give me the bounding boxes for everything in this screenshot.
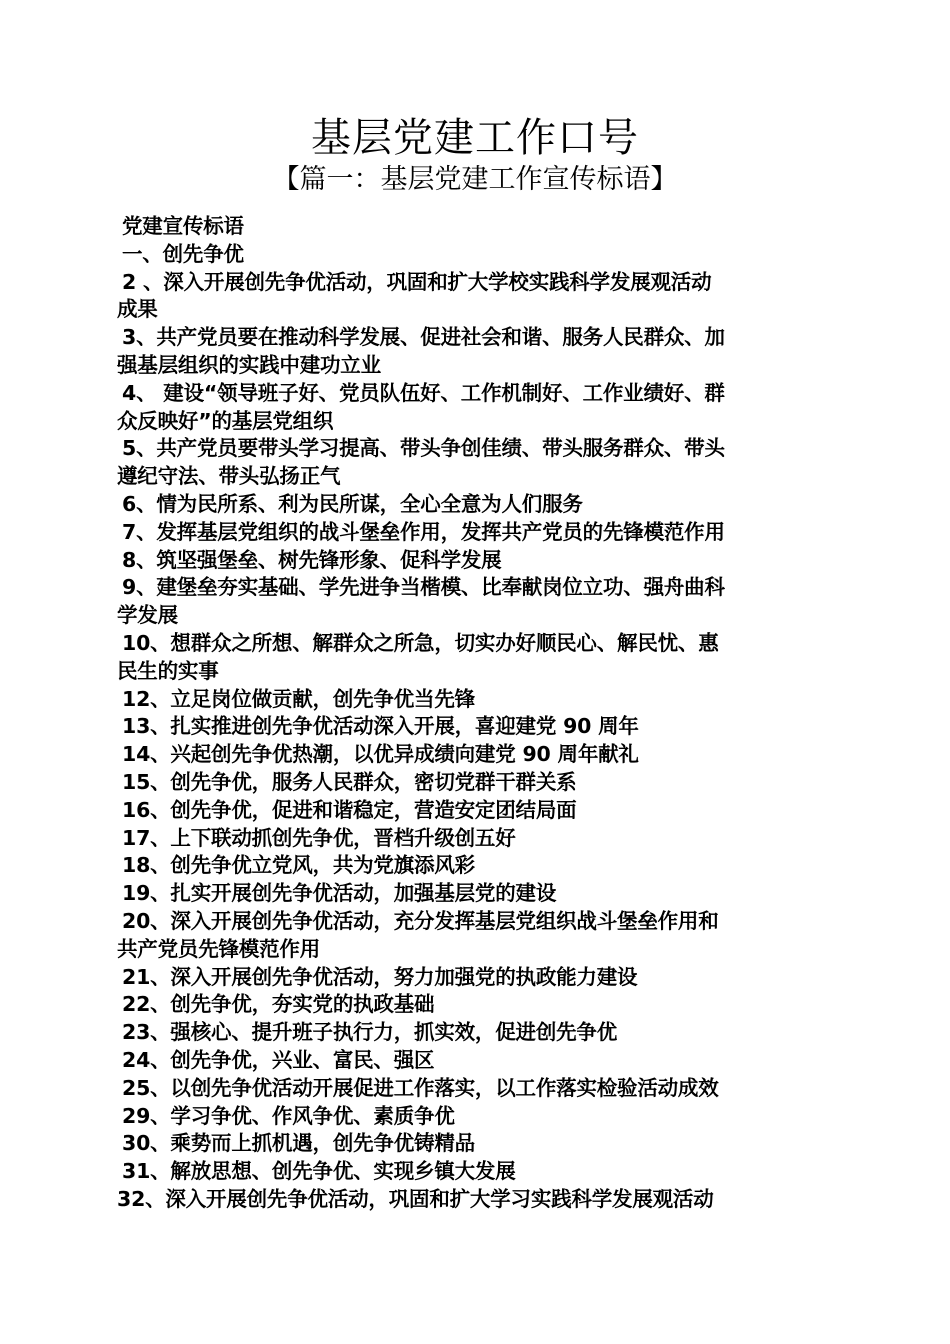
slogan-line: 3、共产党员要在推动科学发展、促进社会和谐、服务人民群众、加 [122,325,725,350]
slogan-line-continued: 成果 [117,297,158,322]
slogan-line: 6、情为民所系、利为民所谋，全心全意为人们服务 [122,491,583,516]
slogan-line: 10、想群众之所想、解群众之所急，切实办好顺民心、解民忧、惠 [122,630,719,655]
slogan-line: 29、学习争优、作风争优、素质争优 [122,1103,455,1128]
slogan-line: 17、上下联动抓创先争优，晋档升级创五好 [122,825,516,850]
slogan-line: 8、筑坚强堡垒、树先锋形象、促科学发展 [122,547,502,572]
slogan-line: 20、深入开展创先争优活动，充分发挥基层党组织战斗堡垒作用和 [122,908,719,933]
slogan-line: 21、深入开展创先争优活动，努力加强党的执政能力建设 [122,964,638,989]
slogan-line: 32、深入开展创先争优活动，巩固和扩大学习实践科学发展观活动 [117,1186,714,1211]
slogan-line: 24、创先争优，兴业、富民、强区 [122,1047,435,1072]
slogan-line-continued: 共产党员先锋模范作用 [117,936,320,961]
slogan-line-continued: 遵纪守法、带头弘扬正气 [117,464,341,489]
slogan-line: 31、解放思想、创先争优、实现乡镇大发展 [122,1159,516,1184]
slogan-line-continued: 众反映好”的基层党组织 [117,408,334,433]
slogan-line: 30、乘势而上抓机遇，创先争优铸精品 [122,1131,475,1156]
slogan-line: 9、建堡垒夯实基础、学先进争当楷模、比奉献岗位立功、强舟曲科 [122,575,725,600]
slogan-line: 2 、深入开展创先争优活动，巩固和扩大学校实践科学发展观活动 [122,269,712,294]
slogan-line: 5、共产党员要带头学习提高、带头争创佳绩、带头服务群众、带头 [122,436,725,461]
slogan-line-continued: 强基层组织的实践中建功立业 [117,352,381,377]
slogan-line: 12、立足岗位做贡献，创先争优当先锋 [122,686,475,711]
slogan-line: 23、强核心、提升班子执行力，抓实效，促进创先争优 [122,1020,618,1045]
slogan-list [117,213,832,1214]
document-subtitle: 【篇一：基层党建工作宣传标语】 [272,164,678,195]
slogan-line: 22、创先争优，夯实党的执政基础 [122,992,435,1017]
slogan-line: 18、创先争优立党风，共为党旗添风彩 [122,853,475,878]
slogan-line-continued: 民生的实事 [117,658,219,683]
slogan-line: 14、兴起创先争优热潮，以优异成绩向建党 90 周年献礼 [122,742,639,767]
slogan-line: 16、创先争优，促进和谐稳定，营造安定团结局面 [122,797,577,822]
section-heading: 党建宣传标语 [122,214,244,238]
document-title: 基层党建工作口号 [311,115,639,161]
slogan-line: 15、创先争优，服务人民群众，密切党群干群关系 [122,769,577,794]
section-subheading: 一、创先争优 [122,241,244,266]
slogan-line: 13、扎实推进创先争优活动深入开展，喜迎建党 90 周年 [122,714,639,739]
slogan-line: 19、扎实开展创先争优活动，加强基层党的建设 [122,881,557,906]
slogan-line: 7、发挥基层党组织的战斗堡垒作用，发挥共产党员的先锋模范作用 [122,519,725,544]
slogan-line-continued: 学发展 [117,603,178,628]
slogan-line: 25、以创先争优活动开展促进工作落实，以工作落实检验活动成效 [122,1075,719,1100]
slogan-line: 4、 建设“领导班子好、党员队伍好、工作机制好、工作业绩好、群 [122,380,725,405]
